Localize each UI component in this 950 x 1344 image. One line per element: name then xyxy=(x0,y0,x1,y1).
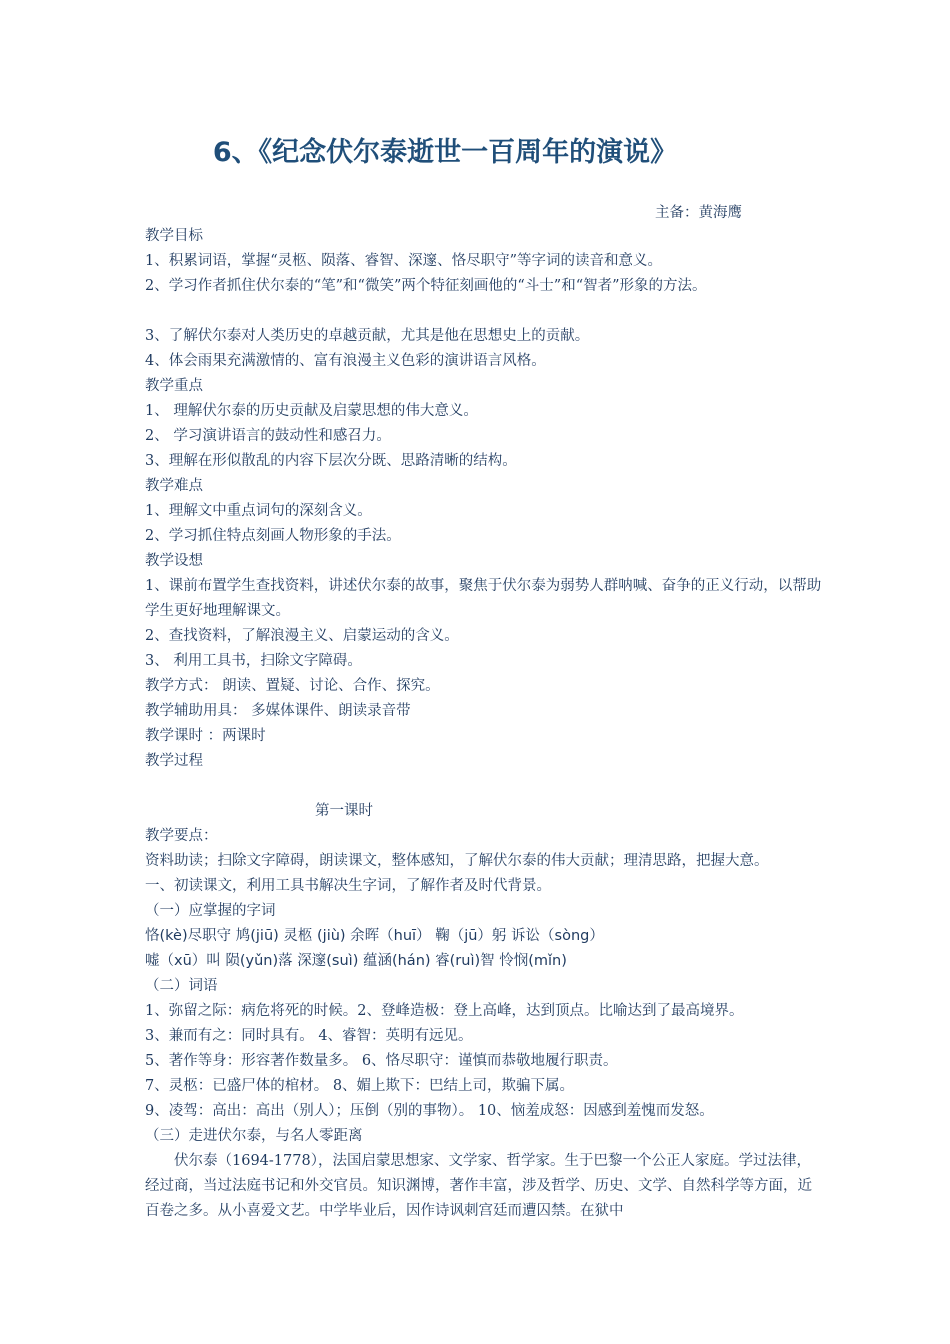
paragraph: 教学课时 ：两课时 xyxy=(145,728,266,744)
paragraph: 2、学习抓住特点刻画人物形象的手法。 xyxy=(145,528,401,544)
document-title: 6、《纪念伏尔泰逝世一百周年的演说》 xyxy=(212,137,678,168)
paragraph: （三）走进伏尔泰，与名人零距离 xyxy=(145,1128,363,1144)
paragraph: 2、查找资料，了解浪漫主义、启蒙运动的含义。 xyxy=(145,628,459,644)
section-heading: 教学过程 xyxy=(145,753,203,769)
vocab-line: 恪(kè)尽职守 鸠(jiū) 灵柩 (jiù) 余晖（huī） 鞠（jū）躬 诉讼（sòng） xyxy=(145,928,604,944)
paragraph: 3、兼而有之：同时具有。 4、睿智：英明有远见。 xyxy=(145,1028,473,1044)
paragraph: 3、 利用工具书，扫除文字障碍。 xyxy=(145,653,362,669)
paragraph: 一、初读课文，利用工具书解决生字词，了解作者及时代背景。 xyxy=(145,878,551,894)
document-body xyxy=(145,224,825,1224)
paragraph: 4、体会雨果充满激情的、富有浪漫主义色彩的演讲语言风格。 xyxy=(145,353,546,369)
section-heading: 教学目标 xyxy=(145,228,203,244)
paragraph: （二）词语 xyxy=(145,978,218,994)
paragraph: 3、了解伏尔泰对人类历史的卓越贡献，尤其是他在思想史上的贡献。 xyxy=(145,328,590,344)
paragraph: 7、灵柩：已盛尸体的棺材。 8、媚上欺下：巴结上司，欺骗下属。 xyxy=(145,1078,575,1094)
paragraph: 1、 理解伏尔泰的历史贡献及启蒙思想的伟大意义。 xyxy=(145,403,478,419)
author-line: 主备：黄海鹰 xyxy=(655,205,742,221)
vocab-line: 嘘（xū）叫 陨(yǔn)落 深邃(suì) 蕴涵(hán) 睿(ruì)智 怜悯(mǐn) xyxy=(145,953,567,969)
section-heading: 教学重点 xyxy=(145,378,203,394)
blank-line xyxy=(145,774,825,799)
paragraph: 1、课前布置学生查找资料，讲述伏尔泰的故事，聚焦于伏尔泰为弱势人群呐喊、奋争的正义行动，以帮助学生更好地理解课文。 xyxy=(145,578,822,619)
paragraph: 资料助读；扫除文字障碍，朗读课文，整体感知，了解伏尔泰的伟大贡献；理清思路，把握大意。 xyxy=(145,853,769,869)
paragraph: 2、学习作者抓住伏尔泰的“笔”和“微笑”两个特征刻画他的“斗士”和“智者”形象的方法。 xyxy=(145,278,707,294)
paragraph: 伏尔泰（1694-1778），法国启蒙思想家、文学家、哲学家。生于巴黎一个公正人家庭。学过法律，经过商，当过法庭书记和外交官员。知识渊博，著作丰富，涉及哲学、历史、文学、自然科学等方面，近百卷之多。从小喜爱文艺。中学毕业后，因作诗讽刺宫廷而遭囚禁。在狱中 xyxy=(145,1153,812,1219)
lesson-heading: 第一课时 xyxy=(315,803,373,819)
paragraph: 教学辅助用具： 多媒体课件、朗读录音带 xyxy=(145,703,411,719)
paragraph: 1、积累词语，掌握“灵柩、陨落、睿智、深邃、恪尽职守”等字词的读音和意义。 xyxy=(145,253,663,269)
section-heading: 教学难点 xyxy=(145,478,203,494)
paragraph: 5、著作等身：形容著作数量多。 6、恪尽职守：谨慎而恭敬地履行职责。 xyxy=(145,1053,618,1069)
paragraph: 9、凌驾：高出：高出（别人）；压倒（别的事物）。 10、恼羞成怒：因感到羞愧而发怒。 xyxy=(145,1103,714,1119)
paragraph: 3、理解在形似散乱的内容下层次分既、思路清晰的结构。 xyxy=(145,453,517,469)
paragraph: 1、理解文中重点词句的深刻含义。 xyxy=(145,503,372,519)
section-heading: 教学设想 xyxy=(145,553,203,569)
paragraph: 教学要点： xyxy=(145,828,218,844)
paragraph: （一）应掌握的字词 xyxy=(145,903,276,919)
paragraph: 1、弥留之际：病危将死的时候。2、登峰造极：登上高峰，达到顶点。比喻达到了最高境界。 xyxy=(145,1003,744,1019)
paragraph: 教学方式： 朗读、置疑、讨论、合作、探究。 xyxy=(145,678,440,694)
paragraph: 2、 学习演讲语言的鼓动性和感召力。 xyxy=(145,428,391,444)
